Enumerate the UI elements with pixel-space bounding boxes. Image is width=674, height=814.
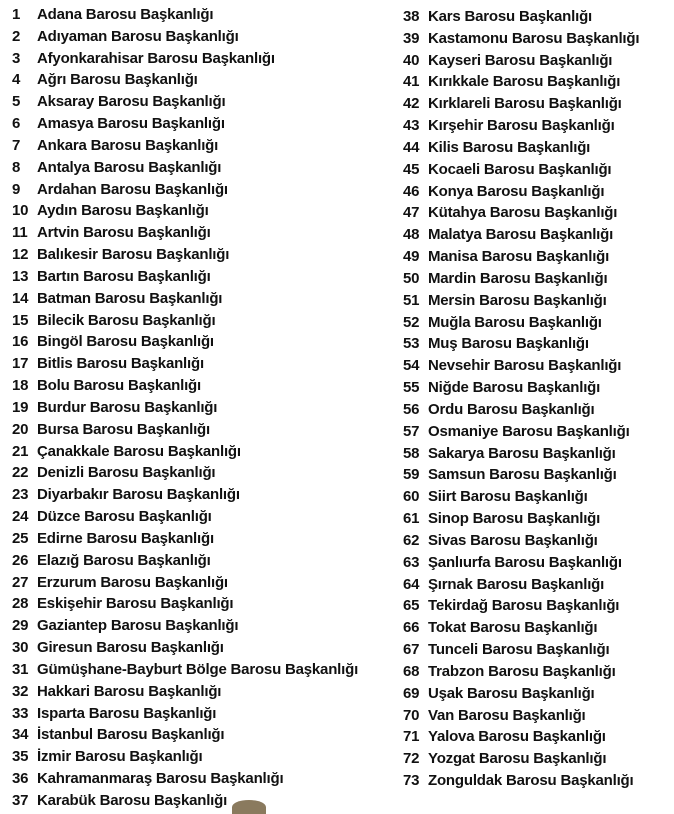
item-name: Çanakkale Barosu Başkanlığı bbox=[37, 442, 241, 460]
item-name: Aydın Barosu Başkanlığı bbox=[37, 202, 209, 220]
item-name: Muğla Barosu Başkanlığı bbox=[428, 313, 602, 331]
item-number: 9 bbox=[12, 180, 21, 198]
item-name: Kırklareli Barosu Başkanlığı bbox=[428, 95, 622, 113]
item-number: 73 bbox=[403, 771, 420, 789]
item-number: 1 bbox=[12, 6, 21, 23]
list-item bbox=[403, 246, 665, 268]
item-number: 60 bbox=[403, 488, 420, 506]
list-item bbox=[403, 639, 665, 661]
item-name: Zonguldak Barosu Başkanlığı bbox=[428, 771, 634, 789]
list-item bbox=[403, 71, 665, 93]
item-number: 66 bbox=[403, 619, 420, 637]
list-item bbox=[12, 113, 384, 135]
list-item bbox=[12, 310, 384, 332]
item-name: Şırnak Barosu Başkanlığı bbox=[428, 575, 605, 593]
item-name: Kilis Barosu Başkanlığı bbox=[428, 138, 591, 156]
item-number: 70 bbox=[403, 706, 420, 724]
item-number: 51 bbox=[403, 291, 420, 309]
item-name: Bolu Barosu Başkanlığı bbox=[37, 377, 201, 395]
item-name: Afyonkarahisar Barosu Başkanlığı bbox=[37, 49, 275, 67]
list-item bbox=[12, 4, 384, 26]
item-number: 61 bbox=[403, 510, 420, 528]
item-name: Trabzon Barosu Başkanlığı bbox=[428, 662, 616, 680]
item-number: 57 bbox=[403, 422, 420, 440]
item-name: Gümüşhane-Bayburt Bölge Barosu Başkanlığı bbox=[37, 660, 359, 678]
item-number: 18 bbox=[12, 377, 29, 395]
list-item bbox=[403, 486, 665, 508]
item-name: Ankara Barosu Başkanlığı bbox=[37, 136, 219, 154]
item-name: Kayseri Barosu Başkanlığı bbox=[428, 51, 613, 69]
list-item bbox=[12, 135, 384, 157]
item-name: Artvin Barosu Başkanlığı bbox=[37, 224, 211, 242]
item-number: 4 bbox=[12, 71, 21, 89]
item-name: Osmaniye Barosu Başkanlığı bbox=[428, 422, 630, 440]
list-item bbox=[12, 353, 384, 375]
item-name: Giresun Barosu Başkanlığı bbox=[37, 639, 224, 657]
list-item bbox=[403, 661, 665, 683]
list-item bbox=[403, 726, 665, 748]
item-number: 45 bbox=[403, 160, 420, 178]
list-item bbox=[12, 790, 384, 812]
item-number: 13 bbox=[12, 267, 29, 285]
item-number: 53 bbox=[403, 335, 420, 353]
item-number: 12 bbox=[12, 246, 29, 264]
item-name: Van Barosu Başkanlığı bbox=[428, 706, 586, 724]
item-number: 46 bbox=[403, 182, 420, 200]
list-item bbox=[403, 50, 665, 72]
item-number: 62 bbox=[403, 531, 420, 549]
item-name: Ordu Barosu Başkanlığı bbox=[428, 400, 595, 418]
item-number: 52 bbox=[403, 313, 420, 331]
list-item bbox=[403, 748, 665, 770]
item-name: Sinop Barosu Başkanlığı bbox=[428, 510, 601, 528]
item-number: 31 bbox=[12, 660, 29, 678]
list-item bbox=[12, 615, 384, 637]
list-item bbox=[403, 93, 665, 115]
item-number: 38 bbox=[403, 8, 420, 25]
item-name: Manisa Barosu Başkanlığı bbox=[428, 248, 610, 266]
item-number: 6 bbox=[12, 115, 21, 133]
list-item bbox=[12, 69, 384, 91]
list-item bbox=[12, 48, 384, 70]
item-name: Uşak Barosu Başkanlığı bbox=[428, 684, 595, 702]
item-number: 16 bbox=[12, 333, 29, 351]
item-number: 36 bbox=[12, 769, 29, 787]
item-name: Edirne Barosu Başkanlığı bbox=[37, 529, 214, 547]
item-number: 30 bbox=[12, 639, 29, 657]
list-item bbox=[403, 115, 665, 137]
item-number: 63 bbox=[403, 553, 420, 571]
item-number: 72 bbox=[403, 750, 420, 768]
item-name: Bitlis Barosu Başkanlığı bbox=[37, 355, 204, 373]
item-number: 21 bbox=[12, 442, 29, 460]
item-name: Mersin Barosu Başkanlığı bbox=[428, 291, 607, 309]
list-item bbox=[12, 179, 384, 201]
list-item bbox=[403, 202, 665, 224]
item-name: İzmir Barosu Başkanlığı bbox=[37, 748, 203, 766]
list-item bbox=[12, 528, 384, 550]
item-number: 64 bbox=[403, 575, 420, 593]
item-number: 15 bbox=[12, 311, 29, 329]
list-item bbox=[12, 157, 384, 179]
list-item bbox=[12, 397, 384, 419]
item-name: Sakarya Barosu Başkanlığı bbox=[428, 444, 616, 462]
item-number: 23 bbox=[12, 486, 29, 504]
item-name: Balıkesir Barosu Başkanlığı bbox=[37, 246, 230, 264]
list-item bbox=[403, 683, 665, 705]
item-name: Kahramanmaraş Barosu Başkanlığı bbox=[37, 769, 284, 787]
item-number: 50 bbox=[403, 269, 420, 287]
item-name: Burdur Barosu Başkanlığı bbox=[37, 398, 218, 416]
item-name: Tekirdağ Barosu Başkanlığı bbox=[428, 597, 620, 615]
item-number: 56 bbox=[403, 400, 420, 418]
item-name: Elazığ Barosu Başkanlığı bbox=[37, 551, 211, 569]
item-number: 2 bbox=[12, 27, 21, 45]
list-item bbox=[403, 28, 665, 50]
item-name: Adana Barosu Başkanlığı bbox=[37, 6, 214, 23]
list-item bbox=[12, 746, 384, 768]
item-name: Tunceli Barosu Başkanlığı bbox=[428, 641, 610, 659]
item-number: 42 bbox=[403, 95, 420, 113]
item-name: Düzce Barosu Başkanlığı bbox=[37, 508, 212, 526]
list-item bbox=[403, 312, 665, 334]
list-item bbox=[403, 399, 665, 421]
item-number: 17 bbox=[12, 355, 29, 373]
item-number: 32 bbox=[12, 682, 29, 700]
list-item bbox=[403, 617, 665, 639]
item-number: 41 bbox=[403, 73, 420, 91]
list-item bbox=[403, 508, 665, 530]
list-item bbox=[12, 26, 384, 48]
item-name: Eskişehir Barosu Başkanlığı bbox=[37, 595, 234, 613]
list-item bbox=[403, 137, 665, 159]
item-number: 33 bbox=[12, 704, 29, 722]
list-item bbox=[403, 464, 665, 486]
list-item bbox=[12, 222, 384, 244]
item-number: 20 bbox=[12, 420, 29, 438]
item-number: 40 bbox=[403, 51, 420, 69]
list-item bbox=[12, 768, 384, 790]
item-number: 26 bbox=[12, 551, 29, 569]
item-name: Batman Barosu Başkanlığı bbox=[37, 289, 223, 307]
list-item bbox=[403, 181, 665, 203]
item-number: 5 bbox=[12, 93, 21, 111]
list-item bbox=[12, 441, 384, 463]
item-number: 10 bbox=[12, 202, 29, 220]
list-item bbox=[403, 552, 665, 574]
list-item bbox=[12, 288, 384, 310]
list-item bbox=[403, 421, 665, 443]
list-item bbox=[12, 419, 384, 441]
list-item bbox=[403, 443, 665, 465]
item-number: 8 bbox=[12, 158, 21, 176]
item-number: 55 bbox=[403, 379, 420, 397]
list-item bbox=[403, 333, 665, 355]
item-name: Karabük Barosu Başkanlığı bbox=[37, 791, 228, 809]
item-number: 37 bbox=[12, 791, 29, 809]
item-number: 24 bbox=[12, 508, 29, 526]
item-number: 22 bbox=[12, 464, 29, 482]
item-name: Şanlıurfa Barosu Başkanlığı bbox=[428, 553, 622, 571]
list-item bbox=[12, 200, 384, 222]
item-name: Tokat Barosu Başkanlığı bbox=[428, 619, 598, 637]
item-number: 27 bbox=[12, 573, 29, 591]
list-item bbox=[403, 595, 665, 617]
item-name: Adıyaman Barosu Başkanlığı bbox=[37, 27, 239, 45]
item-name: Hakkari Barosu Başkanlığı bbox=[37, 682, 222, 700]
item-name: Bilecik Barosu Başkanlığı bbox=[37, 311, 216, 329]
item-number: 3 bbox=[12, 49, 21, 67]
item-number: 11 bbox=[12, 224, 28, 242]
item-number: 44 bbox=[403, 138, 420, 156]
item-number: 28 bbox=[12, 595, 29, 613]
list-item bbox=[403, 377, 665, 399]
list-item bbox=[12, 637, 384, 659]
item-number: 19 bbox=[12, 398, 29, 416]
list-item bbox=[12, 506, 384, 528]
item-name: Kırıkkale Barosu Başkanlığı bbox=[428, 73, 621, 91]
item-name: Aksaray Barosu Başkanlığı bbox=[37, 93, 226, 111]
list-item bbox=[12, 724, 384, 746]
item-name: Ağrı Barosu Başkanlığı bbox=[37, 71, 198, 89]
item-name: Konya Barosu Başkanlığı bbox=[428, 182, 605, 200]
item-name: Antalya Barosu Başkanlığı bbox=[37, 158, 222, 176]
list-item bbox=[12, 681, 384, 703]
item-name: Yalova Barosu Başkanlığı bbox=[428, 728, 606, 746]
item-name: Ardahan Barosu Başkanlığı bbox=[37, 180, 228, 198]
item-name: Malatya Barosu Başkanlığı bbox=[428, 226, 614, 244]
item-number: 48 bbox=[403, 226, 420, 244]
list-item bbox=[12, 572, 384, 594]
item-name: Kırşehir Barosu Başkanlığı bbox=[428, 117, 615, 135]
list-item bbox=[12, 484, 384, 506]
item-number: 67 bbox=[403, 641, 420, 659]
item-name: Erzurum Barosu Başkanlığı bbox=[37, 573, 228, 591]
item-name: Nevsehir Barosu Başkanlığı bbox=[428, 357, 622, 375]
item-name: Bingöl Barosu Başkanlığı bbox=[37, 333, 214, 351]
list-item bbox=[403, 705, 665, 727]
bar-association-list-left bbox=[12, 4, 384, 812]
item-name: Bursa Barosu Başkanlığı bbox=[37, 420, 210, 438]
bar-association-list-right bbox=[403, 6, 665, 792]
item-number: 68 bbox=[403, 662, 420, 680]
list-item bbox=[403, 6, 665, 28]
list-item bbox=[12, 550, 384, 572]
item-name: Denizli Barosu Başkanlığı bbox=[37, 464, 216, 482]
list-item bbox=[12, 375, 384, 397]
item-name: Muş Barosu Başkanlığı bbox=[428, 335, 589, 353]
item-name: Kocaeli Barosu Başkanlığı bbox=[428, 160, 612, 178]
list-item bbox=[403, 530, 665, 552]
list-item bbox=[12, 659, 384, 681]
item-name: Siirt Barosu Başkanlığı bbox=[428, 488, 588, 506]
item-number: 49 bbox=[403, 248, 420, 266]
item-number: 47 bbox=[403, 204, 420, 222]
item-name: Amasya Barosu Başkanlığı bbox=[37, 115, 225, 133]
decorative-shape bbox=[232, 800, 266, 814]
list-item bbox=[12, 703, 384, 725]
list-item bbox=[403, 290, 665, 312]
item-number: 43 bbox=[403, 117, 420, 135]
item-name: Kars Barosu Başkanlığı bbox=[428, 8, 592, 25]
list-item bbox=[403, 159, 665, 181]
item-name: Isparta Barosu Başkanlığı bbox=[37, 704, 217, 722]
list-item bbox=[403, 770, 665, 792]
item-number: 34 bbox=[12, 726, 29, 744]
item-name: Sivas Barosu Başkanlığı bbox=[428, 531, 598, 549]
item-number: 69 bbox=[403, 684, 420, 702]
list-item bbox=[12, 331, 384, 353]
item-number: 35 bbox=[12, 748, 29, 766]
list-item bbox=[12, 91, 384, 113]
list-item bbox=[403, 224, 665, 246]
item-name: Kastamonu Barosu Başkanlığı bbox=[428, 29, 640, 47]
item-name: İstanbul Barosu Başkanlığı bbox=[37, 726, 225, 744]
item-name: Bartın Barosu Başkanlığı bbox=[37, 267, 211, 285]
item-name: Diyarbakır Barosu Başkanlığı bbox=[37, 486, 240, 504]
list-item bbox=[12, 462, 384, 484]
list-item bbox=[12, 593, 384, 615]
list-item bbox=[12, 244, 384, 266]
item-number: 25 bbox=[12, 529, 29, 547]
item-name: Mardin Barosu Başkanlığı bbox=[428, 269, 608, 287]
item-name: Yozgat Barosu Başkanlığı bbox=[428, 750, 607, 768]
list-item bbox=[12, 266, 384, 288]
item-number: 65 bbox=[403, 597, 420, 615]
item-number: 71 bbox=[403, 728, 420, 746]
item-number: 54 bbox=[403, 357, 420, 375]
list-item bbox=[403, 355, 665, 377]
item-number: 58 bbox=[403, 444, 420, 462]
list-item bbox=[403, 574, 665, 596]
item-number: 7 bbox=[12, 136, 21, 154]
item-number: 59 bbox=[403, 466, 420, 484]
item-number: 29 bbox=[12, 617, 29, 635]
item-name: Samsun Barosu Başkanlığı bbox=[428, 466, 617, 484]
item-name: Gaziantep Barosu Başkanlığı bbox=[37, 617, 239, 635]
list-item bbox=[403, 268, 665, 290]
item-name: Kütahya Barosu Başkanlığı bbox=[428, 204, 618, 222]
item-number: 39 bbox=[403, 29, 420, 47]
item-name: Niğde Barosu Başkanlığı bbox=[428, 379, 601, 397]
item-number: 14 bbox=[12, 289, 29, 307]
